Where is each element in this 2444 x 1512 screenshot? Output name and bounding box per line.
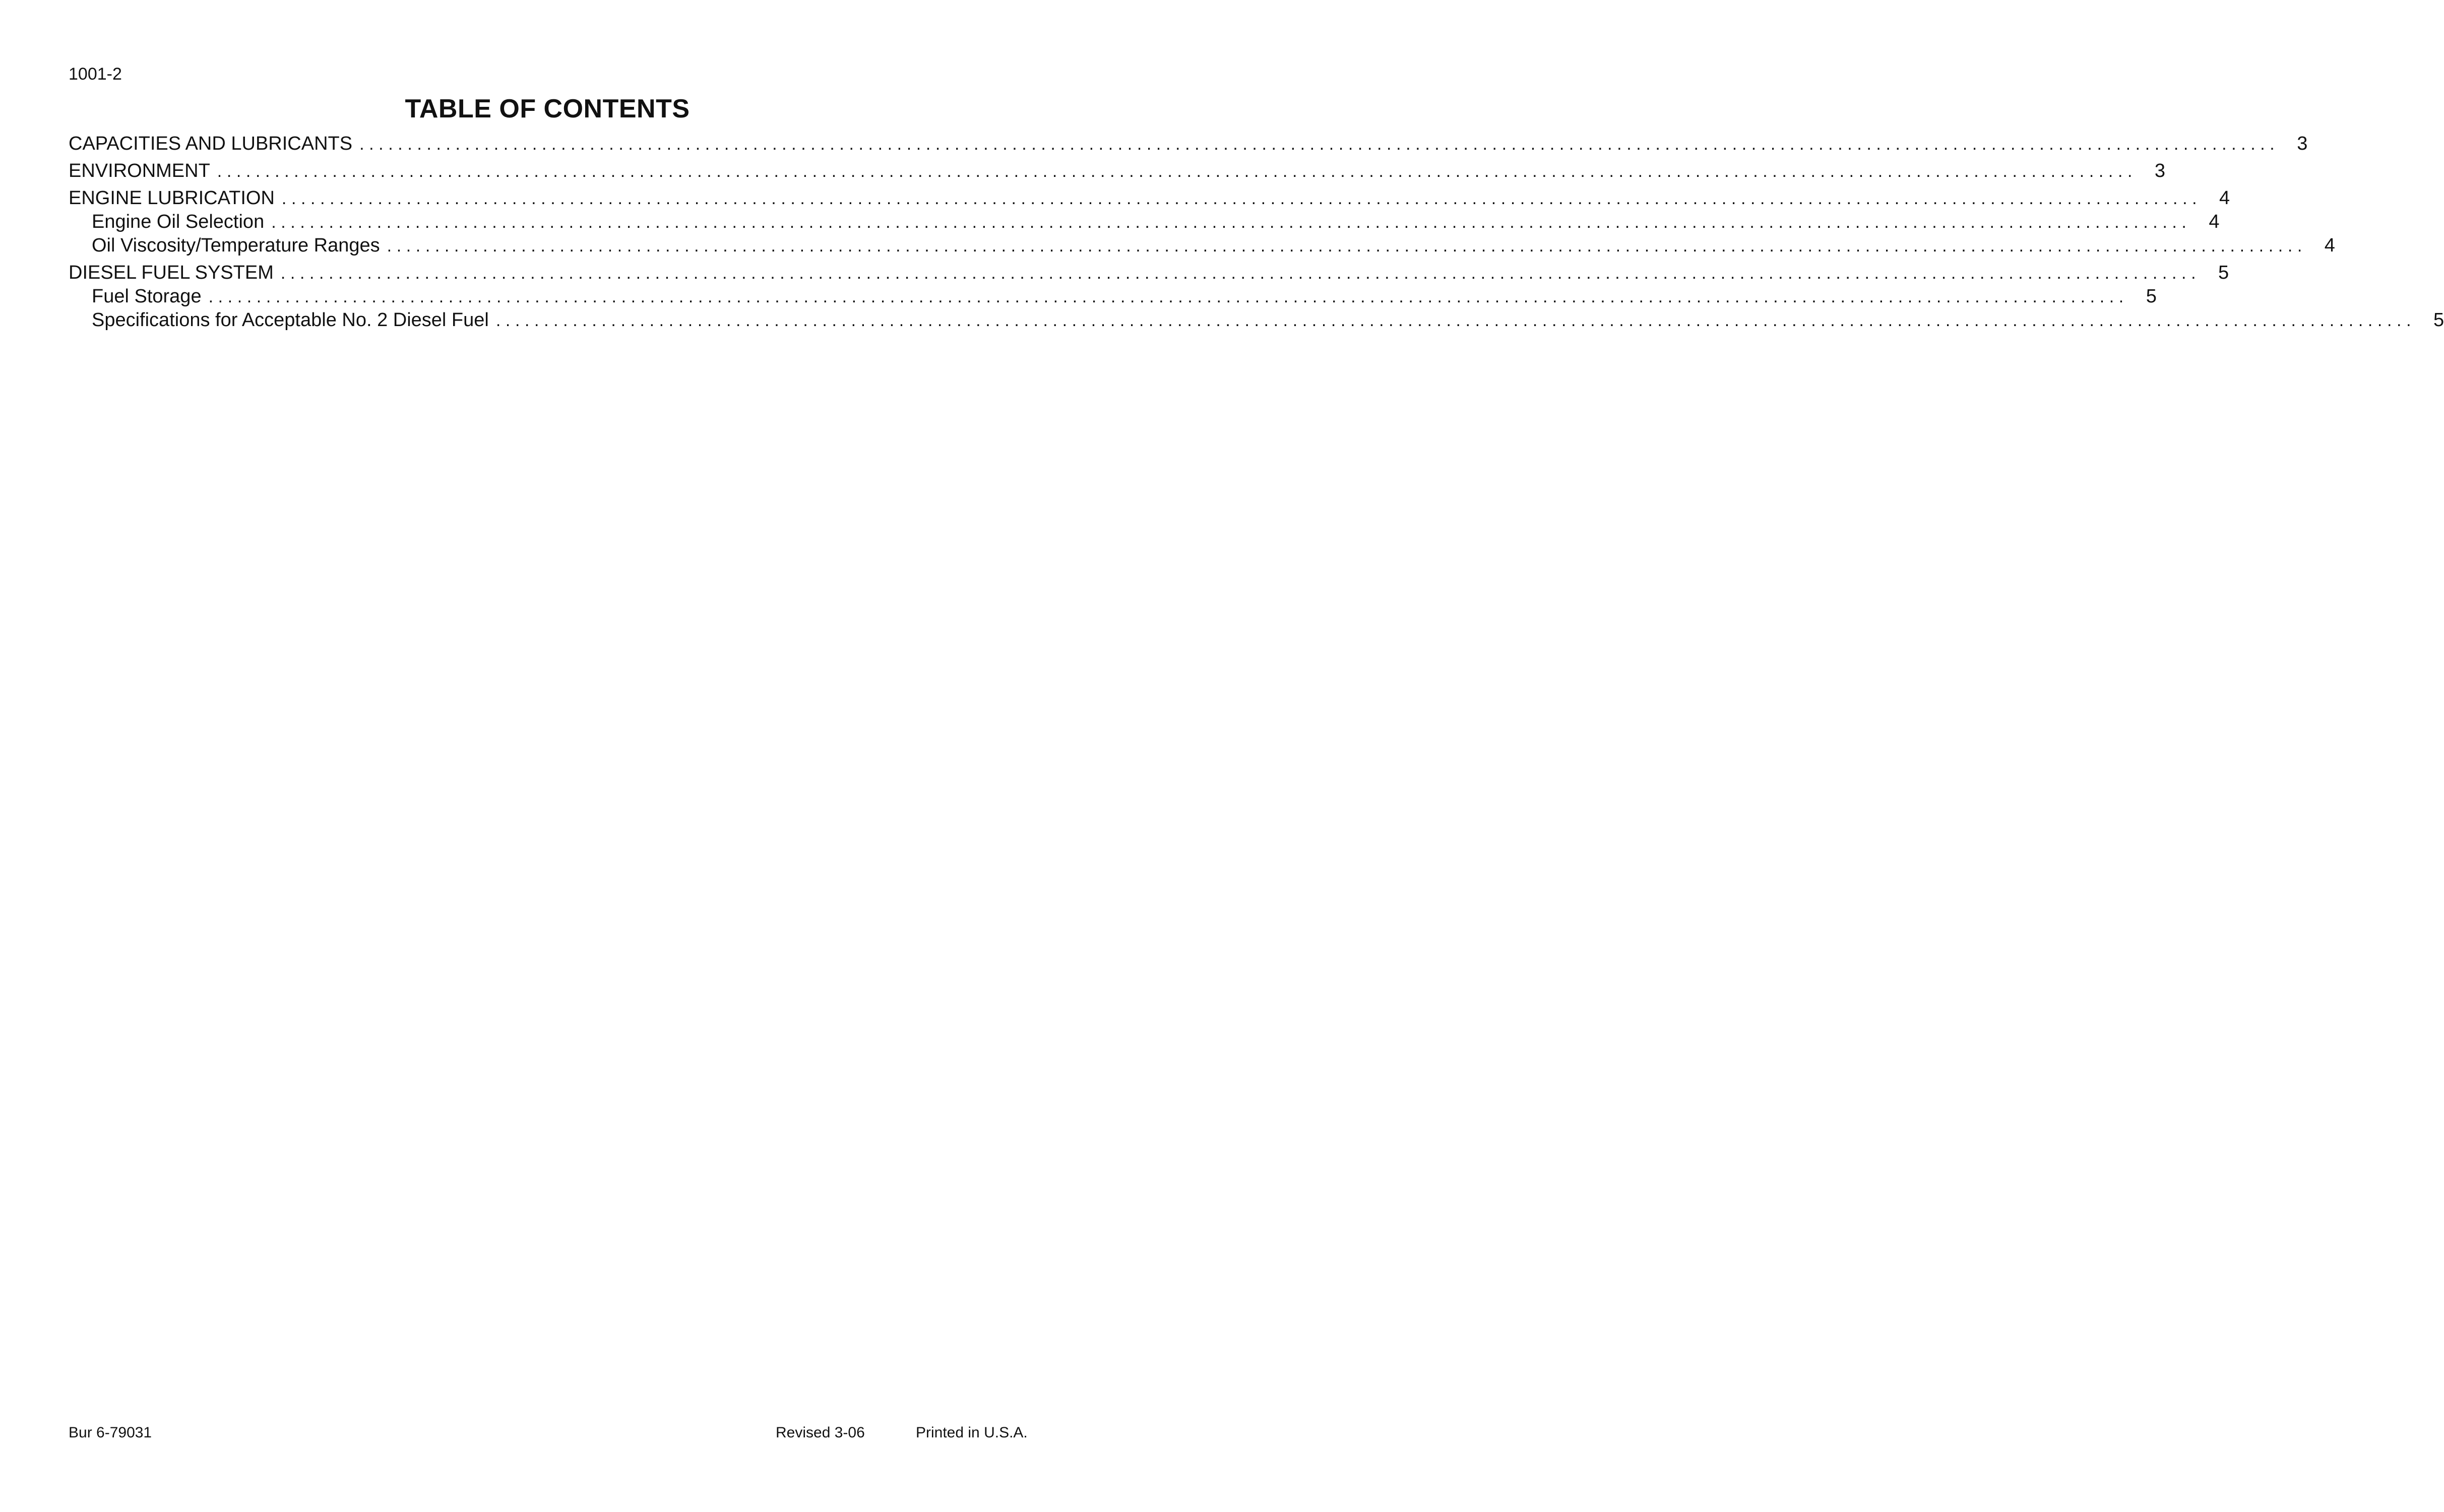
toc-entry-label: DIESEL FUEL SYSTEM	[69, 262, 274, 283]
toc-entry-page: 5	[2218, 262, 2229, 283]
toc-entry-page: 3	[2154, 160, 2166, 181]
toc-entry[interactable]	[69, 159, 2166, 183]
toc-entry[interactable]	[69, 261, 2229, 285]
table-of-contents	[69, 132, 2444, 332]
page-title: TABLE OF CONTENTS	[405, 94, 690, 123]
toc-entry-label: Oil Viscosity/Temperature Ranges	[92, 235, 380, 256]
dot-leader: ........................................................................................................................................................................................................	[359, 135, 2280, 154]
toc-subentry[interactable]	[69, 210, 2220, 234]
dot-leader: ........................................................................................................................................................................................................	[387, 236, 2307, 256]
toc-subentry[interactable]	[69, 285, 2157, 308]
toc-entry-page: 5	[2146, 286, 2157, 307]
toc-entry[interactable]	[69, 132, 2308, 156]
dot-leader: ........................................................................................................................................................................................................	[281, 189, 2202, 208]
toc-entry-page: 4	[2324, 235, 2335, 256]
toc-entry-page: 4	[2219, 187, 2230, 209]
dot-leader: ........................................................................................................................................................................................................	[271, 213, 2191, 232]
toc-entry-label: Engine Oil Selection	[92, 211, 265, 232]
toc-entry-label: CAPACITIES AND LUBRICANTS	[69, 133, 353, 154]
toc-entry-label: ENGINE LUBRICATION	[69, 187, 275, 209]
toc-entry-label: Fuel Storage	[92, 286, 202, 307]
toc-entry[interactable]	[69, 186, 2230, 210]
dot-leader: ........................................................................................................................................................................................................	[495, 311, 2416, 330]
printed-note: Printed in U.S.A.	[916, 1424, 1028, 1441]
toc-entry-page: 3	[2297, 133, 2308, 154]
dot-leader: ........................................................................................................................................................................................................	[217, 162, 2138, 181]
revision-date: Revised 3-06	[776, 1424, 865, 1441]
toc-subentry[interactable]	[69, 234, 2335, 258]
toc-entry-page: 4	[2209, 211, 2220, 232]
toc-entry-label: ENVIRONMENT	[69, 160, 210, 181]
document-id: Bur 6-79031	[69, 1424, 152, 1441]
dot-leader: ........................................................................................................................................................................................................	[280, 264, 2201, 283]
toc-subentry[interactable]	[69, 308, 2444, 332]
toc-entry-label: Specifications for Acceptable No. 2 Diesel Fuel	[92, 309, 489, 331]
toc-entry-page: 5	[2433, 309, 2444, 331]
dot-leader: ........................................................................................................................................................................................................	[208, 287, 2128, 306]
page-number: 1001-2	[69, 65, 122, 84]
